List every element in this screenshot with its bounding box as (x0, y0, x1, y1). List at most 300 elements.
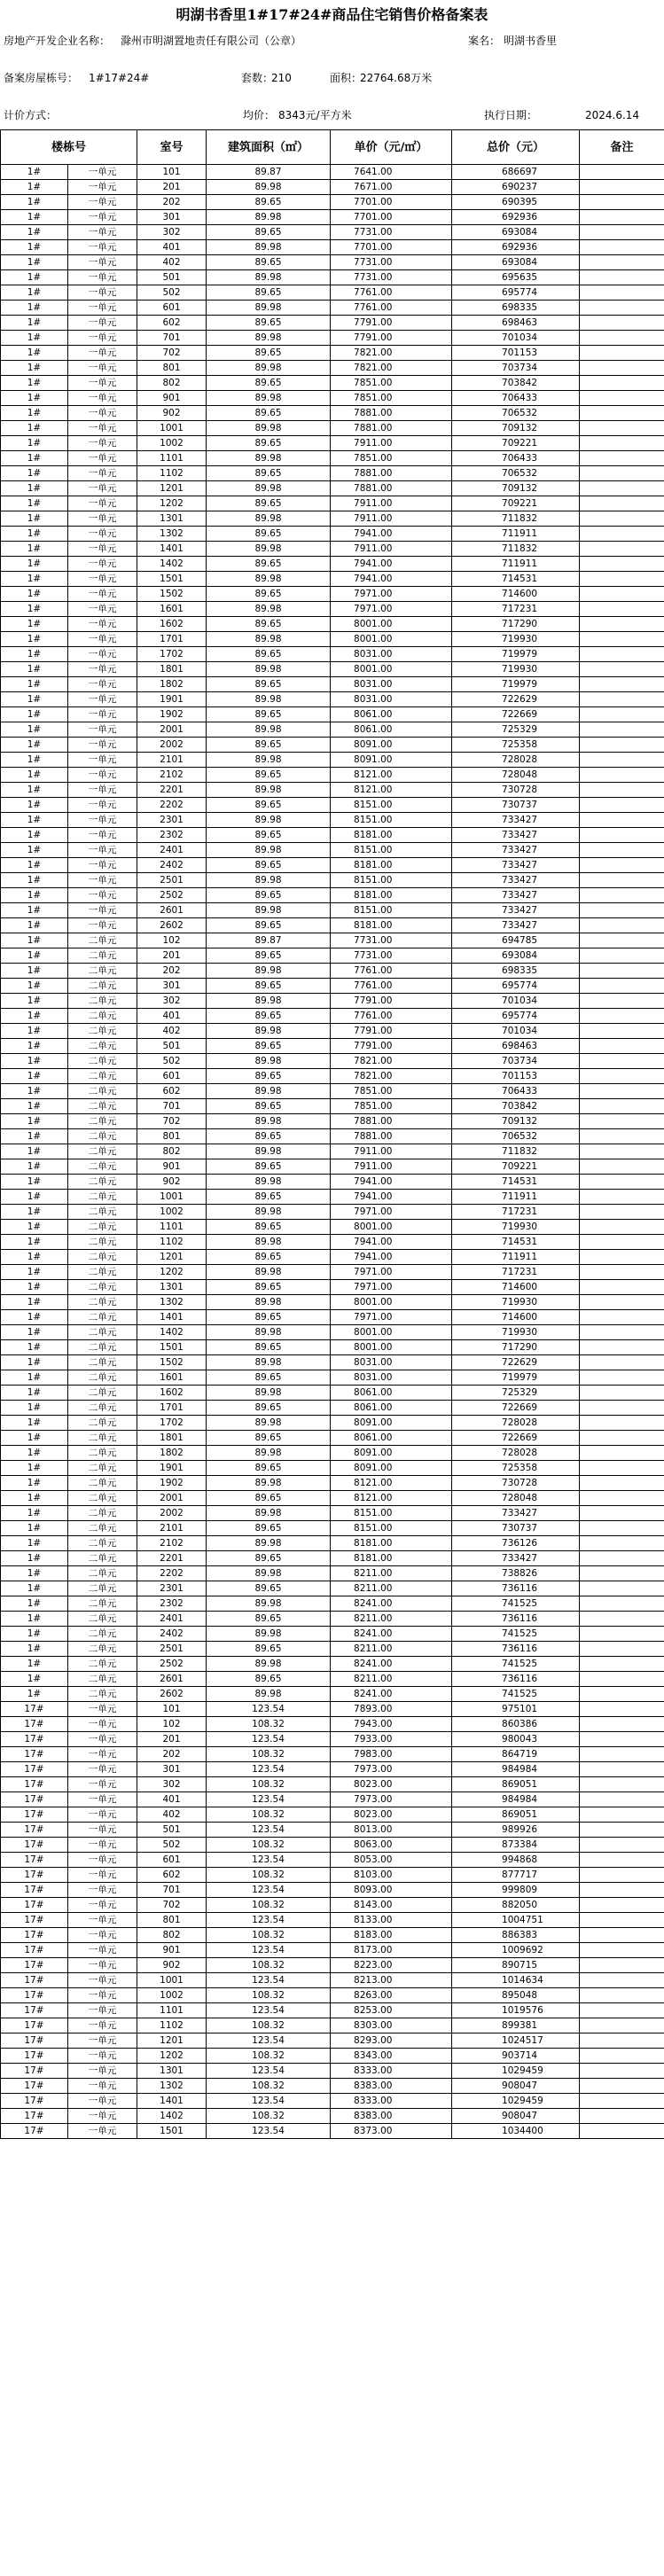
cell-total-price: 706433 (452, 1084, 580, 1099)
cell-building: 17# (1, 1702, 68, 1717)
cell-unit: 一单元 (68, 2049, 137, 2064)
cell-unit: 二单元 (68, 994, 137, 1009)
cell-total-price: 706532 (452, 406, 580, 421)
cell-area: 89.65 (207, 527, 331, 542)
cell-building: 1# (1, 933, 68, 948)
cell-total-price: 698335 (452, 301, 580, 316)
cell-building: 17# (1, 1883, 68, 1898)
cell-remark (580, 406, 664, 421)
table-row (1, 165, 664, 180)
cell-area: 89.65 (207, 285, 331, 301)
cell-room: 1301 (137, 2064, 207, 2079)
cell-building: 1# (1, 210, 68, 225)
table-row (1, 2018, 664, 2033)
cell-building: 1# (1, 692, 68, 707)
cell-total-price: 698463 (452, 316, 580, 331)
table-row (1, 2124, 664, 2139)
table-row (1, 1386, 664, 1401)
cell-room: 1601 (137, 1370, 207, 1386)
cell-total-price: 719930 (452, 662, 580, 677)
cell-unit: 一单元 (68, 511, 137, 527)
cell-total-price: 709132 (452, 421, 580, 436)
cell-total-price: 698335 (452, 964, 580, 979)
cell-room: 101 (137, 1702, 207, 1717)
table-row (1, 1461, 664, 1476)
table-row (1, 1220, 664, 1235)
cell-unit: 一单元 (68, 2018, 137, 2033)
cell-unit: 一单元 (68, 2079, 137, 2094)
project-label: 案名： (468, 35, 501, 47)
cell-remark (580, 587, 664, 602)
cell-room: 1602 (137, 617, 207, 632)
cell-building: 1# (1, 1506, 68, 1521)
cell-unit: 二单元 (68, 1084, 137, 1099)
table-row (1, 2033, 664, 2049)
cell-area: 108.32 (207, 2049, 331, 2064)
table-row (1, 1868, 664, 1883)
cell-total-price: 1029459 (452, 2064, 580, 2079)
cell-remark (580, 692, 664, 707)
table-row (1, 1340, 664, 1355)
cell-unit-price: 8061.00 (331, 1431, 452, 1446)
cell-unit: 二单元 (68, 1596, 137, 1612)
cell-unit: 一单元 (68, 1913, 137, 1928)
cell-building: 1# (1, 1265, 68, 1280)
cell-room: 202 (137, 964, 207, 979)
cell-area: 89.98 (207, 632, 331, 647)
table-row (1, 1446, 664, 1461)
cell-remark (580, 240, 664, 255)
cell-area: 108.32 (207, 1928, 331, 1943)
table-row (1, 1928, 664, 1943)
cell-area: 89.65 (207, 1340, 331, 1355)
cell-room: 1401 (137, 1310, 207, 1325)
cell-area: 89.65 (207, 738, 331, 753)
cell-unit: 二单元 (68, 1340, 137, 1355)
table-row (1, 677, 664, 692)
cell-building: 1# (1, 1295, 68, 1310)
cell-unit: 一单元 (68, 1988, 137, 2003)
cell-total-price: 738826 (452, 1566, 580, 1581)
cell-unit: 二单元 (68, 1506, 137, 1521)
date-label: 执行日期： (484, 109, 538, 121)
cell-room: 1502 (137, 1355, 207, 1370)
cell-unit: 二单元 (68, 1054, 137, 1069)
cell-unit-price: 7791.00 (331, 316, 452, 331)
cell-room: 2602 (137, 1687, 207, 1702)
cell-unit-price: 8181.00 (331, 918, 452, 933)
cell-area: 89.65 (207, 979, 331, 994)
table-row (1, 1491, 664, 1506)
cell-room: 1902 (137, 707, 207, 722)
table-row (1, 1009, 664, 1024)
table-row (1, 1054, 664, 1069)
cell-unit: 一单元 (68, 1807, 137, 1823)
cell-remark (580, 1175, 664, 1190)
cell-room: 1302 (137, 2079, 207, 2094)
cell-building: 1# (1, 662, 68, 677)
cell-room: 502 (137, 1838, 207, 1853)
cell-total-price: 706433 (452, 391, 580, 406)
cell-remark (580, 1355, 664, 1370)
cell-remark (580, 496, 664, 511)
cell-building: 1# (1, 496, 68, 511)
cell-unit: 一单元 (68, 466, 137, 481)
cell-unit: 一单元 (68, 316, 137, 331)
table-row (1, 1175, 664, 1190)
cell-total-price: 714531 (452, 1175, 580, 1190)
cell-area: 89.98 (207, 1386, 331, 1401)
cell-building: 1# (1, 858, 68, 873)
cell-unit-price: 8121.00 (331, 768, 452, 783)
cell-remark (580, 1401, 664, 1416)
cell-unit-price: 7761.00 (331, 979, 452, 994)
cell-unit: 一单元 (68, 1883, 137, 1898)
cell-unit-price: 7761.00 (331, 1009, 452, 1024)
cell-unit-price: 8253.00 (331, 2003, 452, 2018)
cell-area: 89.98 (207, 1144, 331, 1159)
cell-building: 1# (1, 285, 68, 301)
cell-remark (580, 1386, 664, 1401)
cell-unit-price: 7821.00 (331, 1069, 452, 1084)
cell-remark (580, 602, 664, 617)
cell-remark (580, 1476, 664, 1491)
cell-remark (580, 1446, 664, 1461)
cell-building: 17# (1, 1717, 68, 1732)
cell-unit: 一单元 (68, 421, 137, 436)
cell-building: 1# (1, 451, 68, 466)
table-row (1, 255, 664, 270)
pricing-label: 计价方式： (4, 109, 58, 121)
cell-unit: 二单元 (68, 1114, 137, 1129)
cell-unit: 一单元 (68, 1823, 137, 1838)
cell-room: 1501 (137, 1340, 207, 1355)
cell-unit: 一单元 (68, 542, 137, 557)
cell-unit-price: 7933.00 (331, 1732, 452, 1747)
cell-building: 1# (1, 406, 68, 421)
cell-unit: 一单元 (68, 798, 137, 813)
cell-room: 1401 (137, 542, 207, 557)
cell-unit-price: 8263.00 (331, 1988, 452, 2003)
cell-remark (580, 1325, 664, 1340)
cell-unit-price: 8151.00 (331, 1521, 452, 1536)
cell-area: 89.65 (207, 1521, 331, 1536)
document-title: 明湖书香里1#17#24#商品住宅销售价格备案表 (176, 6, 488, 23)
cell-total-price: 714600 (452, 1310, 580, 1325)
cell-remark (580, 1265, 664, 1280)
cell-building: 1# (1, 1250, 68, 1265)
cell-unit-price: 7941.00 (331, 1235, 452, 1250)
cell-remark (580, 1928, 664, 1943)
cell-room: 802 (137, 1928, 207, 1943)
cell-building: 1# (1, 1039, 68, 1054)
cell-unit: 二单元 (68, 979, 137, 994)
cell-unit-price: 8001.00 (331, 662, 452, 677)
cell-remark (580, 903, 664, 918)
cell-unit: 一单元 (68, 662, 137, 677)
cell-room: 1202 (137, 2049, 207, 2064)
cell-room: 1001 (137, 1190, 207, 1205)
cell-area: 89.98 (207, 753, 331, 768)
table-row (1, 1280, 664, 1295)
cell-total-price: 1019576 (452, 2003, 580, 2018)
cell-remark (580, 1838, 664, 1853)
cell-remark (580, 858, 664, 873)
cell-building: 1# (1, 1325, 68, 1340)
cell-total-price: 719979 (452, 647, 580, 662)
cell-building: 1# (1, 1672, 68, 1687)
cell-total-price: 733427 (452, 903, 580, 918)
cell-building: 1# (1, 1340, 68, 1355)
cell-unit-price: 7971.00 (331, 587, 452, 602)
cell-total-price: 722669 (452, 1401, 580, 1416)
cell-unit: 一单元 (68, 1853, 137, 1868)
cell-room: 1802 (137, 677, 207, 692)
cell-unit-price: 8091.00 (331, 1416, 452, 1431)
cell-remark (580, 677, 664, 692)
cell-total-price: 733427 (452, 888, 580, 903)
cell-unit-price: 7731.00 (331, 225, 452, 240)
cell-building: 1# (1, 1596, 68, 1612)
cell-remark (580, 1461, 664, 1476)
cell-remark (580, 2079, 664, 2094)
cell-room: 102 (137, 933, 207, 948)
cell-total-price: 717231 (452, 602, 580, 617)
table-row (1, 210, 664, 225)
table-row (1, 903, 664, 918)
cell-total-price: 895048 (452, 1988, 580, 2003)
cell-unit: 一单元 (68, 858, 137, 873)
cell-room: 401 (137, 1792, 207, 1807)
cell-unit-price: 8151.00 (331, 1506, 452, 1521)
cell-area: 108.32 (207, 1838, 331, 1853)
cell-unit: 一单元 (68, 406, 137, 421)
cell-unit-price: 7971.00 (331, 1205, 452, 1220)
cell-total-price: 1024517 (452, 2033, 580, 2049)
table-row (1, 1973, 664, 1988)
cell-unit-price: 7911.00 (331, 436, 452, 451)
cell-building: 17# (1, 1747, 68, 1762)
cell-remark (580, 1657, 664, 1672)
cell-area: 89.65 (207, 948, 331, 964)
cell-room: 1002 (137, 1205, 207, 1220)
developer-label: 房地产开发企业名称： (4, 35, 111, 47)
cell-building: 17# (1, 2033, 68, 2049)
cell-total-price: 741525 (452, 1627, 580, 1642)
cell-unit-price: 8121.00 (331, 783, 452, 798)
cell-total-price: 899381 (452, 2018, 580, 2033)
cell-building: 1# (1, 873, 68, 888)
cell-total-price: 711832 (452, 511, 580, 527)
cell-remark (580, 301, 664, 316)
cell-building: 17# (1, 1958, 68, 1973)
cell-remark (580, 255, 664, 270)
cell-remark (580, 813, 664, 828)
cell-unit-price: 7671.00 (331, 180, 452, 195)
cell-area: 123.54 (207, 1883, 331, 1898)
cell-unit-price: 8001.00 (331, 1325, 452, 1340)
cell-unit-price: 8143.00 (331, 1898, 452, 1913)
cell-room: 2302 (137, 828, 207, 843)
cell-room: 601 (137, 301, 207, 316)
cell-total-price: 975101 (452, 1702, 580, 1717)
table-row (1, 843, 664, 858)
cell-building: 17# (1, 1928, 68, 1943)
table-row (1, 1431, 664, 1446)
cell-area: 89.98 (207, 1054, 331, 1069)
cell-building: 1# (1, 964, 68, 979)
cell-room: 2102 (137, 1536, 207, 1551)
cell-unit-price: 7971.00 (331, 1310, 452, 1325)
cell-total-price: 709132 (452, 481, 580, 496)
cell-room: 1802 (137, 1446, 207, 1461)
cell-unit: 一单元 (68, 647, 137, 662)
cell-room: 202 (137, 195, 207, 210)
cell-room: 1402 (137, 557, 207, 572)
cell-room: 1202 (137, 496, 207, 511)
cell-room: 2601 (137, 903, 207, 918)
table-row (1, 240, 664, 255)
cell-unit-price: 8001.00 (331, 1340, 452, 1355)
cell-room: 1701 (137, 1401, 207, 1416)
table-row (1, 285, 664, 301)
cell-area: 89.65 (207, 1039, 331, 1054)
cell-area: 123.54 (207, 1732, 331, 1747)
cell-unit: 一单元 (68, 240, 137, 255)
table-row (1, 1099, 664, 1114)
cell-remark (580, 1551, 664, 1566)
cell-remark (580, 451, 664, 466)
cell-remark (580, 421, 664, 436)
cell-remark (580, 783, 664, 798)
cell-unit-price: 7973.00 (331, 1792, 452, 1807)
cell-unit: 二单元 (68, 1069, 137, 1084)
cell-total-price: 701034 (452, 994, 580, 1009)
cell-unit: 二单元 (68, 1672, 137, 1687)
info-row-pricing (0, 105, 664, 126)
cell-total-price: 695774 (452, 1009, 580, 1024)
cell-area: 89.65 (207, 647, 331, 662)
cell-room: 1202 (137, 1265, 207, 1280)
cell-unit: 一单元 (68, 1717, 137, 1732)
cell-remark (580, 617, 664, 632)
cell-building: 1# (1, 1566, 68, 1581)
cell-total-price: 703842 (452, 376, 580, 391)
cell-unit-price: 7731.00 (331, 255, 452, 270)
cell-unit-price: 7881.00 (331, 1114, 452, 1129)
cell-room: 1201 (137, 481, 207, 496)
cell-remark (580, 828, 664, 843)
cell-total-price: 725358 (452, 738, 580, 753)
cell-unit-price: 8211.00 (331, 1612, 452, 1627)
cell-remark (580, 1672, 664, 1687)
cell-area: 89.65 (207, 1672, 331, 1687)
cell-area: 89.98 (207, 1566, 331, 1581)
table-row (1, 1853, 664, 1868)
cell-room: 2102 (137, 768, 207, 783)
cell-unit-price: 7701.00 (331, 195, 452, 210)
table-row (1, 1476, 664, 1491)
cell-unit-price: 7971.00 (331, 1265, 452, 1280)
cell-building: 1# (1, 903, 68, 918)
cell-area: 123.54 (207, 2094, 331, 2109)
cell-area: 89.98 (207, 1295, 331, 1310)
cell-unit-price: 8061.00 (331, 1401, 452, 1416)
table-row (1, 587, 664, 602)
cell-unit: 一单元 (68, 587, 137, 602)
cell-room: 501 (137, 270, 207, 285)
cell-area: 89.98 (207, 1506, 331, 1521)
cell-area: 89.98 (207, 964, 331, 979)
table-row (1, 632, 664, 647)
cell-room: 2301 (137, 1581, 207, 1596)
cell-unit-price: 8211.00 (331, 1581, 452, 1596)
cell-total-price: 1014634 (452, 1973, 580, 1988)
cell-unit-price: 8181.00 (331, 888, 452, 903)
cell-building: 17# (1, 2003, 68, 2018)
table-row (1, 2094, 664, 2109)
cell-total-price: 692936 (452, 240, 580, 255)
table-row (1, 647, 664, 662)
cell-area: 108.32 (207, 1747, 331, 1762)
cell-building: 1# (1, 738, 68, 753)
cell-remark (580, 1250, 664, 1265)
cell-building: 1# (1, 316, 68, 331)
cell-building: 17# (1, 2124, 68, 2139)
cell-remark (580, 1159, 664, 1175)
cell-building: 1# (1, 1310, 68, 1325)
cell-total-price: 722629 (452, 1355, 580, 1370)
table-row (1, 722, 664, 738)
table-row (1, 2003, 664, 2018)
cell-remark (580, 436, 664, 451)
cell-building: 17# (1, 2109, 68, 2124)
cell-remark (580, 180, 664, 195)
cell-unit-price: 8173.00 (331, 1943, 452, 1958)
info-row-building (0, 67, 664, 89)
table-row (1, 2109, 664, 2124)
cell-remark (580, 1687, 664, 1702)
cell-total-price: 695774 (452, 285, 580, 301)
avg-price-value: 8343元/平方米 (278, 109, 352, 121)
cell-room: 601 (137, 1069, 207, 1084)
cell-total-price: 719979 (452, 677, 580, 692)
table-row (1, 662, 664, 677)
table-row (1, 451, 664, 466)
cell-building: 1# (1, 994, 68, 1009)
cell-unit: 一单元 (68, 1702, 137, 1717)
table-row (1, 1777, 664, 1792)
cell-area: 89.65 (207, 1491, 331, 1506)
cell-remark (580, 753, 664, 768)
cell-room: 601 (137, 1853, 207, 1868)
cell-unit: 一单元 (68, 527, 137, 542)
cell-area: 89.98 (207, 481, 331, 496)
cell-unit: 一单元 (68, 2109, 137, 2124)
cell-unit-price: 7941.00 (331, 572, 452, 587)
cell-total-price: 728028 (452, 753, 580, 768)
cell-area: 89.98 (207, 1205, 331, 1220)
cell-area: 108.32 (207, 1807, 331, 1823)
cell-unit: 二单元 (68, 1265, 137, 1280)
cell-remark (580, 1235, 664, 1250)
cell-remark (580, 1777, 664, 1792)
cell-building: 1# (1, 677, 68, 692)
cell-total-price: 736116 (452, 1672, 580, 1687)
cell-unit: 一单元 (68, 692, 137, 707)
cell-total-price: 873384 (452, 1838, 580, 1853)
cell-total-price: 1009692 (452, 1943, 580, 1958)
